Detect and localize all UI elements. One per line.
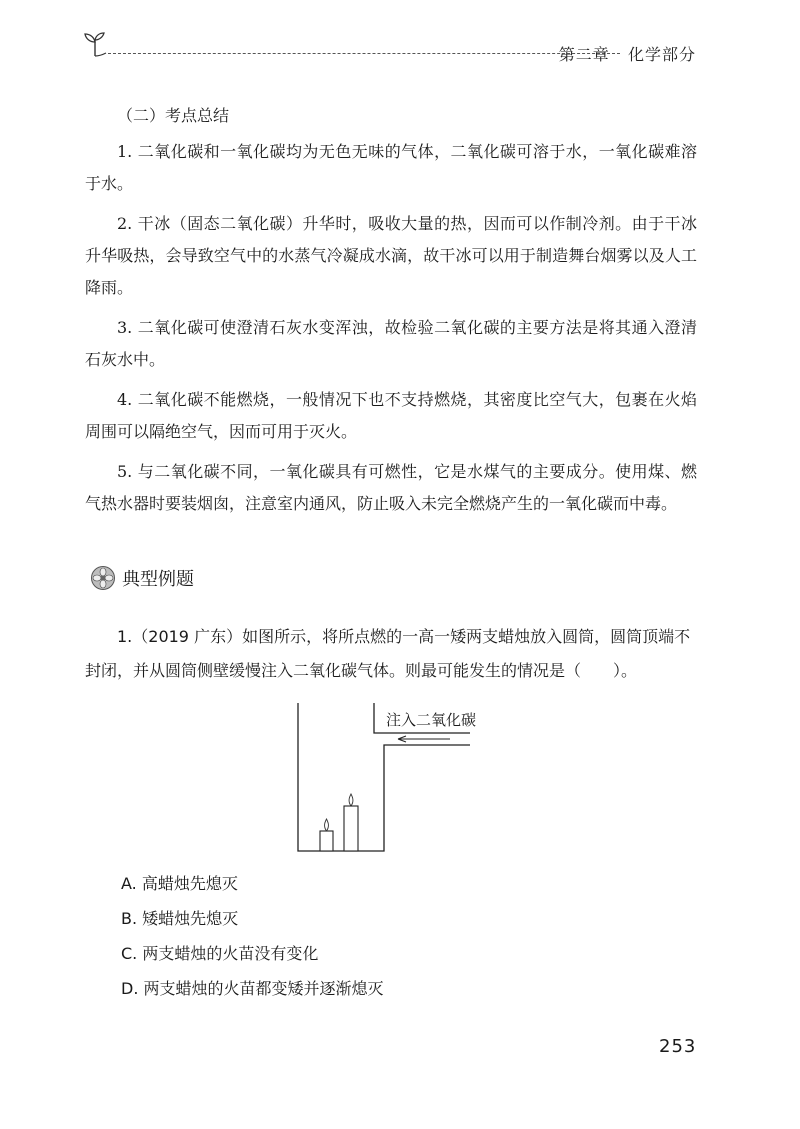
question-text: 1.（2019 广东）如图所示，将所点燃的一高一矮两支蜡烛放入圆筒，圆筒顶端不封闭，并从圆筒侧壁缓慢注入二氧化碳气体。则最可能发生的情况是（ ）。: [85, 627, 691, 680]
summary-section: [85, 100, 697, 528]
summary-point: 3. 二氧化碳可使澄清石灰水变浑浊，故检验二氧化碳的主要方法是将其通入澄清石灰水中。: [85, 318, 697, 369]
summary-title: （二）考点总结: [117, 106, 230, 125]
examples-title: 典型例题: [122, 569, 194, 590]
flower-badge-icon: [90, 565, 116, 591]
answer-options: [121, 866, 384, 1006]
header-section: 化学部分: [627, 45, 696, 64]
page-number: 253: [659, 1036, 697, 1057]
header-divider: [108, 53, 620, 54]
header-chapter: 第二章: [558, 45, 610, 64]
page-header: [82, 30, 700, 70]
sprout-icon: [82, 30, 112, 60]
summary-point: 1. 二氧化碳和一氧化碳均为无色无味的气体，二氧化碳可溶于水，一氧化碳难溶于水。: [85, 142, 697, 193]
summary-point: 4. 二氧化碳不能燃烧，一般情况下也不支持燃烧，其密度比空气大，包裹在火焰周围可以隔绝空气，因而可用于灭火。: [85, 390, 697, 441]
option-c: C. 两支蜡烛的火苗没有变化: [121, 944, 319, 963]
header-title: [559, 42, 696, 65]
co2-inlet-label: 注入二氧化碳: [386, 711, 477, 729]
option-d: D. 两支蜡烛的火苗都变矮并逐渐熄灭: [121, 979, 384, 998]
option-b: B. 矮蜡烛先熄灭: [121, 909, 239, 928]
candle-figure: [290, 695, 490, 865]
summary-point: 2. 干冰（固态二氧化碳）升华时，吸收大量的热，因而可以作制冷剂。由于干冰升华吸热，会导致空气中的水蒸气冷凝成水滴，故干冰可以用于制造舞台烟雾以及人工降雨。: [85, 214, 697, 297]
option-a: A. 高蜡烛先熄灭: [121, 874, 238, 893]
summary-point: 5. 与二氧化碳不同，一氧化碳具有可燃性，它是水煤气的主要成分。使用煤、燃气热水器时要装烟囱，注意室内通风，防止吸入未完全燃烧产生的一氧化碳而中毒。: [85, 462, 697, 513]
question-1: [85, 620, 697, 688]
examples-heading: [90, 563, 194, 593]
